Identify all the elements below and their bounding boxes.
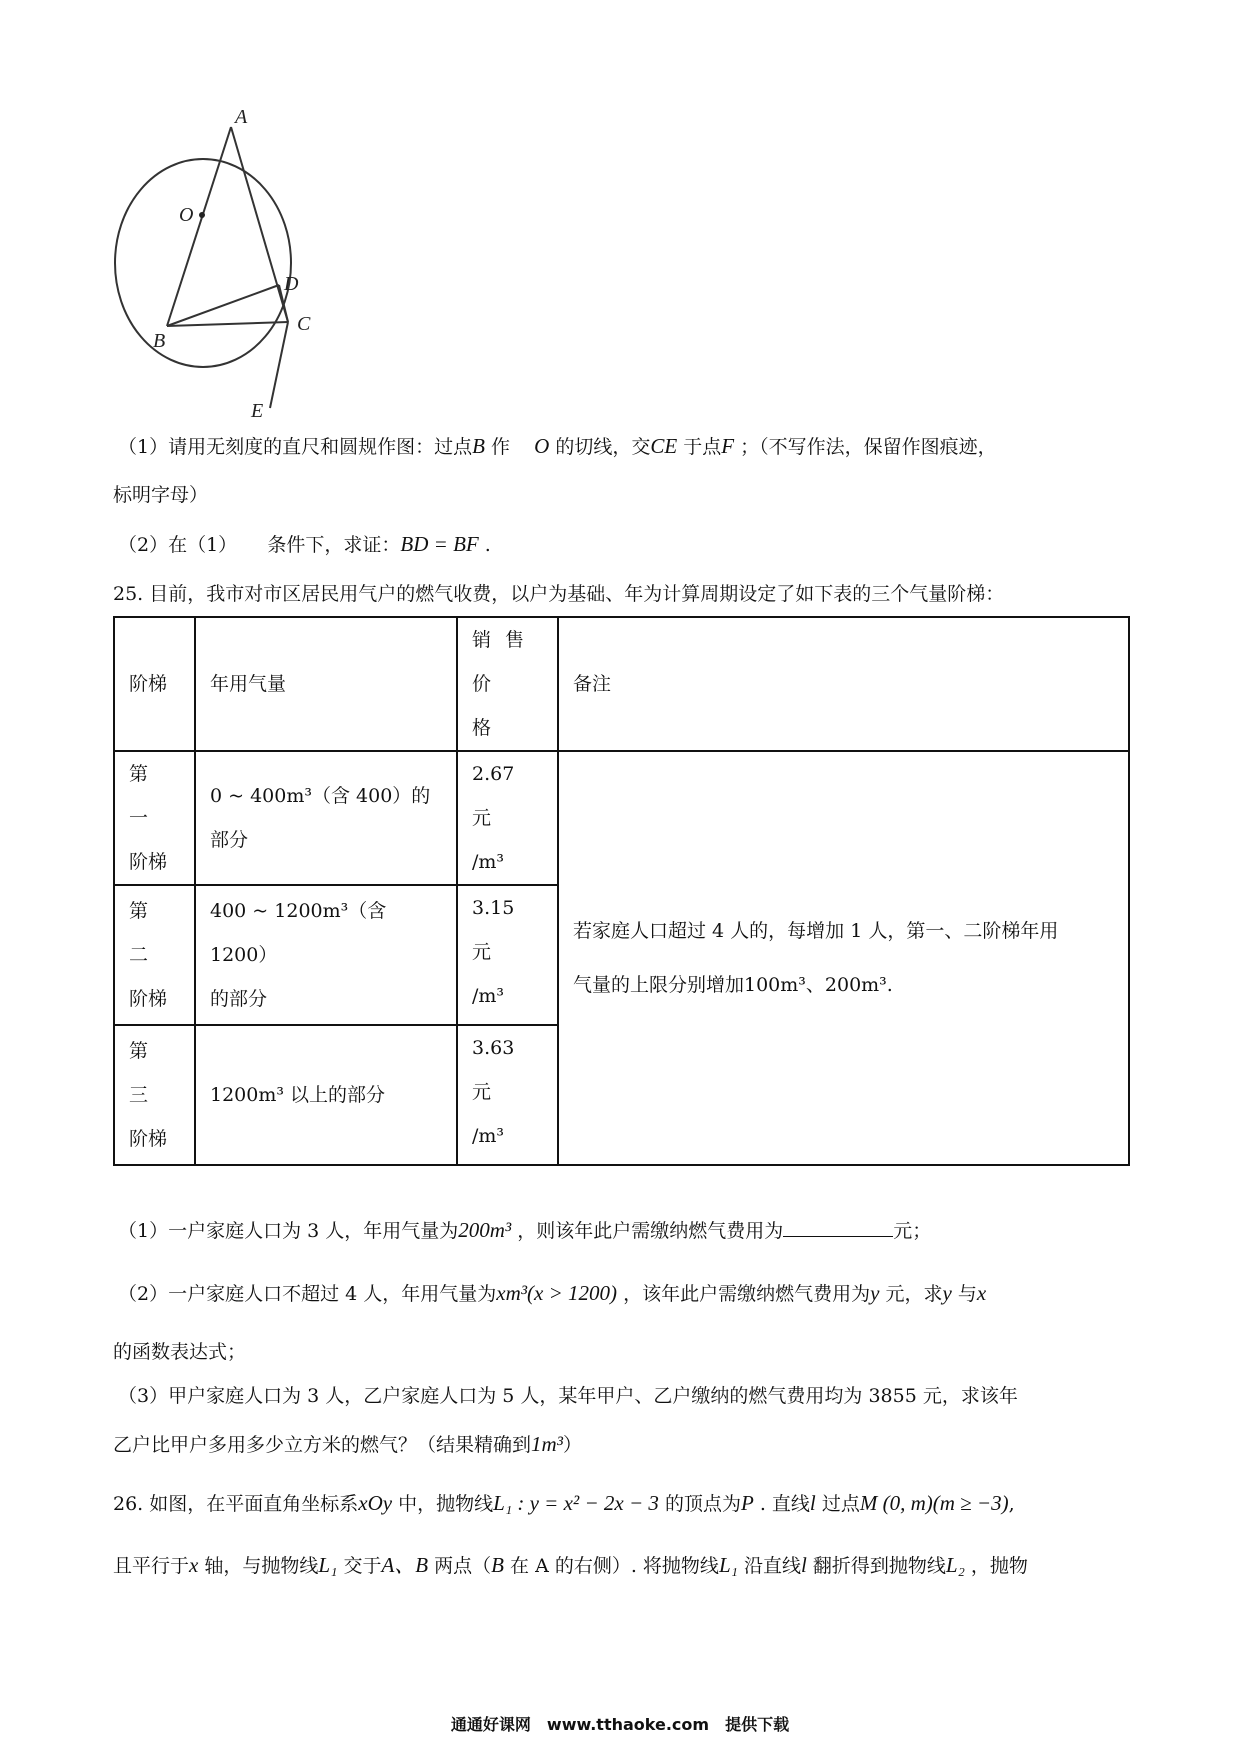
text: 交于 [343,1555,382,1577]
text: 25. 目前，我市对市区居民用气户的燃气收费，以户为基础、年为计算周期设定了如下表的三个气量阶梯： [113,583,1005,605]
segment-ce [270,322,288,408]
text: 若家庭人口超过 4 人的，每增加 1 人，第一、二阶梯年用 [573,920,1059,942]
text: . [484,534,491,556]
text: 在 A 的右侧）. 将抛物线 [510,1555,719,1577]
text: 阶梯 [129,988,168,1010]
math-200m3: 200m³ [458,1218,512,1242]
q25-part3-line2 [113,1430,582,1459]
volume-cell [195,885,457,1025]
label-a: A [235,106,248,128]
math-b: B [472,434,485,458]
label-c: C [297,313,311,335]
segment-ab [167,127,231,326]
text: 400 ~ 1200m³（含 1200） [210,900,387,966]
table-header-row [114,617,1129,751]
math-parabola-l1: L₁ : y = x² − 2x − 3 [493,1491,659,1515]
math-o: O [534,434,550,458]
label-o: O [179,204,194,226]
text: 的函数表达式； [113,1341,247,1363]
text: 过点 [821,1493,860,1515]
math-l2: L₂ [945,1553,965,1577]
text: 3.63 元 [472,1037,534,1103]
price-cell [457,1025,558,1165]
text: ；（不写作法，保留作图痕迹， [740,436,997,458]
math-y: y [942,1281,952,1305]
text: 格 [472,717,492,739]
text: 轴，与抛物线 [204,1555,319,1577]
text: ，该年此户需缴纳燃气费用为 [623,1283,871,1305]
q25-part2-line2 [113,1338,246,1366]
text: 2.67 元 [472,763,534,829]
math-l1: L₁ [318,1553,338,1577]
text: /m³ [472,851,505,873]
figure-svg [105,105,345,425]
text: , [1008,1493,1015,1515]
math-l1: L₁ [718,1553,738,1577]
segment-bc [167,322,288,326]
text: 中，抛物线 [398,1493,494,1515]
text: 且平行于 [113,1555,190,1577]
header-tier: 阶梯 [114,617,195,751]
math-f: F [721,434,735,458]
math-y: y [870,1281,880,1305]
math-bd-bf: BD = BF [400,532,479,556]
text: 第一 [129,763,163,829]
price-cell [457,885,558,1025]
text: 与 [957,1283,977,1305]
header-price [457,617,558,751]
q25-part1 [118,1216,931,1245]
text: 26. 如图，在平面直角坐标系 [113,1493,359,1515]
math-b: B [491,1553,504,1577]
answer-blank[interactable] [783,1218,893,1237]
text: 销售价 [472,629,539,695]
text: 元，求 [885,1283,943,1305]
volume-cell [195,1025,457,1165]
text: 部分 [210,829,249,851]
text: （2）在（1） [118,534,238,556]
text: 条件下，求证： [267,534,401,556]
text: 气量的上限分别增加100m³、200m³. [573,974,893,996]
text: （3）甲户家庭人口为 3 人，乙户家庭人口为 5 人，某年甲户、乙户缴纳的燃气费用均为 3855 元，求该年 [118,1385,1018,1407]
q24-part1-line1 [118,432,997,461]
math-x: x [976,1281,987,1305]
text: 0 ~ 400m³（含 400）的 [210,785,431,807]
math-xoy: xOy [358,1491,393,1515]
tier-cell [114,885,195,1025]
label-d: D [284,273,299,295]
text: 作 [490,436,510,458]
q25-part2-line1 [118,1279,986,1308]
label-b: B [153,330,166,352]
text: （1）请用无刻度的直尺和圆规作图：过点 [118,436,473,458]
text: 3.15 元 [472,897,534,963]
text: 的切线，交 [555,436,651,458]
text: 于点 [683,436,722,458]
text: 乙户比甲户多用多少立方米的燃气？（结果精确到 [113,1434,532,1456]
tier-cell [114,1025,195,1165]
table-row [114,751,1129,885]
text: /m³ [472,1125,505,1147]
text: 第二 [129,900,163,966]
text: ） [562,1434,582,1456]
text: （2）一户家庭人口不超过 4 人，年用气量为 [118,1283,497,1305]
math-ab: A、B [381,1553,429,1577]
text: 元； [893,1220,932,1242]
math-l: l [809,1491,816,1515]
page-footer: 通通好课网 www.tthaoke.com 提供下载 [450,1715,790,1734]
text: ，抛物 [970,1555,1028,1577]
text: 沿直线 [743,1555,801,1577]
text: 第三 [129,1040,163,1106]
q24-part1-line2 [113,481,208,509]
math-point-m: M (0, m)(m ≥ −3) [859,1491,1009,1515]
text: 标明字母） [113,484,209,506]
text: 1200m³ 以上的部分 [210,1084,386,1106]
gas-price-table [113,616,1130,1166]
header-note: 备注 [558,617,1129,751]
text: （1）一户家庭人口为 3 人，年用气量为 [118,1220,459,1242]
price-cell [457,751,558,885]
segment-bd [167,285,279,326]
text: 的顶点为 [664,1493,741,1515]
q24-part2 [118,530,491,559]
math-xm3: xm³(x > 1200) [496,1281,618,1305]
text: 阶梯 [129,1128,168,1150]
q26-line1 [113,1489,1015,1518]
math-ce: CE [650,434,678,458]
tier-cell [114,751,195,885]
center-point-o [199,212,205,218]
text: 阶梯 [129,851,168,873]
q25-part3-line1 [118,1382,1018,1410]
volume-cell [195,751,457,885]
math-1m3: 1m³ [531,1432,563,1456]
circle-geometry-figure [105,105,345,425]
text: 的部分 [210,988,268,1010]
math-p: P [740,1491,754,1515]
math-x: x [189,1553,199,1577]
text: /m³ [472,985,505,1007]
text: . 直线 [759,1493,810,1515]
q26-line2 [113,1551,1028,1580]
note-cell [558,751,1129,1165]
text: 两点（ [434,1555,492,1577]
text: ，则该年此户需缴纳燃气费用为 [517,1220,784,1242]
header-volume: 年用气量 [195,617,457,751]
circle-o [115,159,291,367]
label-e: E [251,400,264,422]
q25-intro [113,580,1004,608]
text: 翻折得到抛物线 [812,1555,946,1577]
math-l: l [800,1553,807,1577]
